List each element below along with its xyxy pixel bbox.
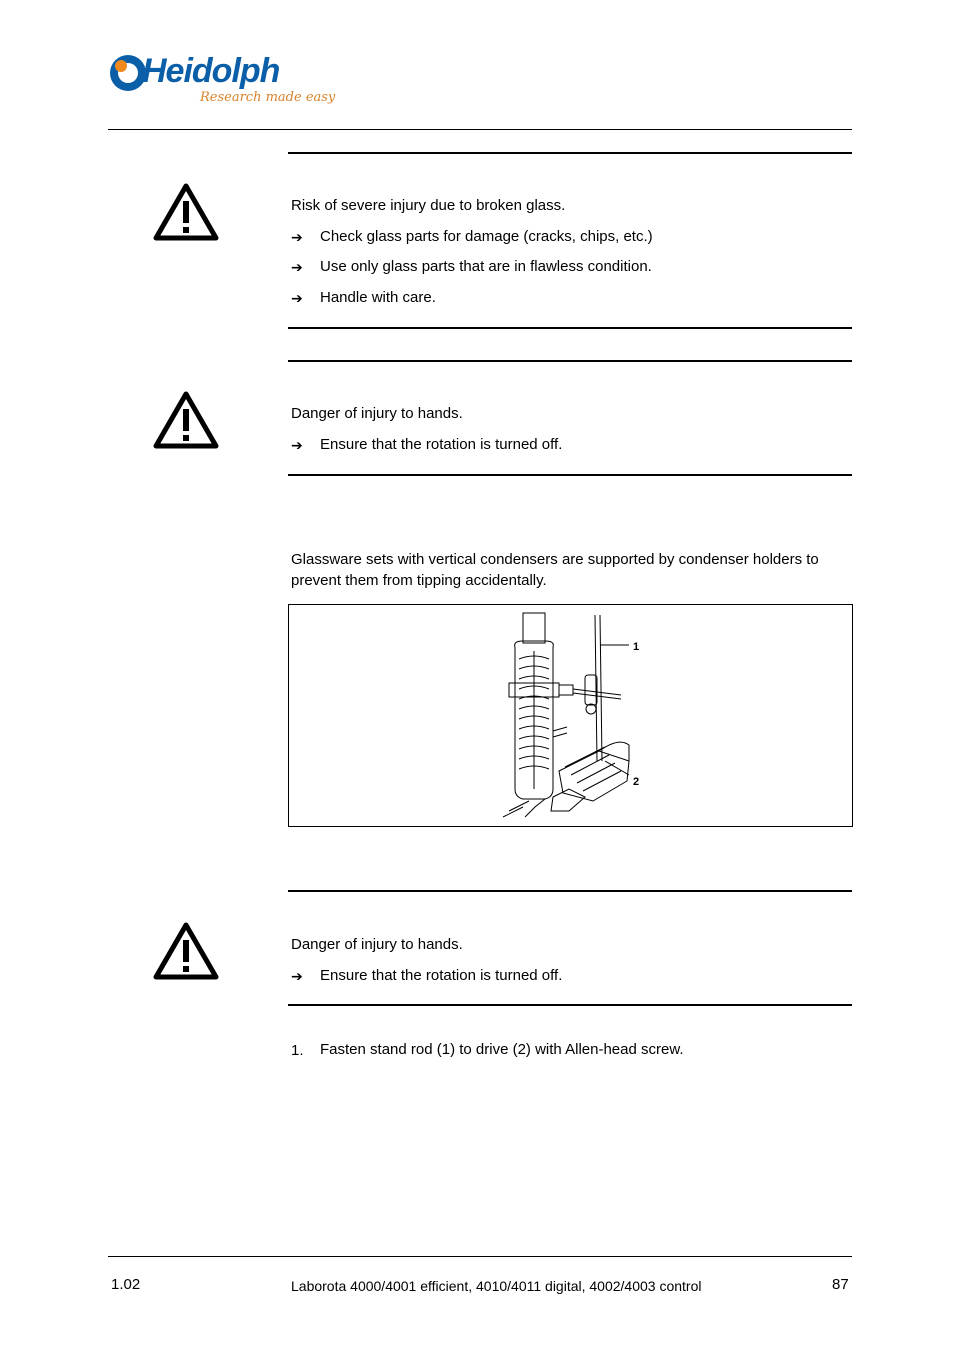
brand-tagline: Research made easy: [200, 90, 336, 105]
bullet-text: Handle with care.: [320, 289, 436, 306]
intro-paragraph: Glassware sets with vertical condensers are supported by condenser holders to prevent them from tipping accidentally.: [291, 551, 819, 589]
warning-1-top-rule: [288, 152, 852, 154]
arrow-right-icon: ➔: [291, 968, 303, 984]
brand-name: Heidolph: [142, 52, 280, 90]
bullet-text: Ensure that the rotation is turned off.: [320, 436, 563, 453]
figure-callout-2: 2: [633, 776, 640, 788]
bullet-text: Check glass parts for damage (cracks, chips, etc.): [320, 228, 653, 245]
arrow-right-icon: ➔: [291, 290, 303, 306]
warning-1-title: Risk of severe injury due to broken glass.: [291, 197, 566, 214]
bullet-text: Ensure that the rotation is turned off.: [320, 967, 563, 984]
condenser-holder-illustration: [489, 611, 669, 821]
warning-3-top-rule: [288, 890, 852, 892]
warning-triangle-icon: [152, 390, 220, 450]
brand-logo: [108, 50, 338, 112]
warning-triangle-icon: [152, 921, 220, 981]
header-divider: [108, 129, 852, 130]
arrow-right-icon: ➔: [291, 259, 303, 275]
warning-2-top-rule: [288, 360, 852, 362]
footer-page-number: 87: [832, 1276, 849, 1293]
warning-3-title: Danger of injury to hands.: [291, 936, 463, 953]
warning-2-bottom-rule: [288, 474, 852, 476]
warning-2-title: Danger of injury to hands.: [291, 405, 463, 422]
warning-triangle-icon: [152, 182, 220, 242]
footer-version: 1.02: [111, 1276, 141, 1293]
bullet-text: Use only glass parts that are in flawless condition.: [320, 258, 652, 275]
footer-product: Laborota 4000/4001 efficient, 4010/4011 digital, 4002/4003 control: [291, 1278, 702, 1294]
footer-divider: [108, 1256, 852, 1257]
step-1-number: 1.: [291, 1042, 304, 1059]
warning-3-bottom-rule: [288, 1004, 852, 1006]
warning-1-bottom-rule: [288, 327, 852, 329]
step-1-text: Fasten stand rod (1) to drive (2) with Allen-head screw.: [320, 1041, 684, 1058]
arrow-right-icon: ➔: [291, 229, 303, 245]
figure-callout-1: 1: [633, 641, 640, 653]
arrow-right-icon: ➔: [291, 437, 303, 453]
figure-condenser-holder: [288, 604, 853, 827]
